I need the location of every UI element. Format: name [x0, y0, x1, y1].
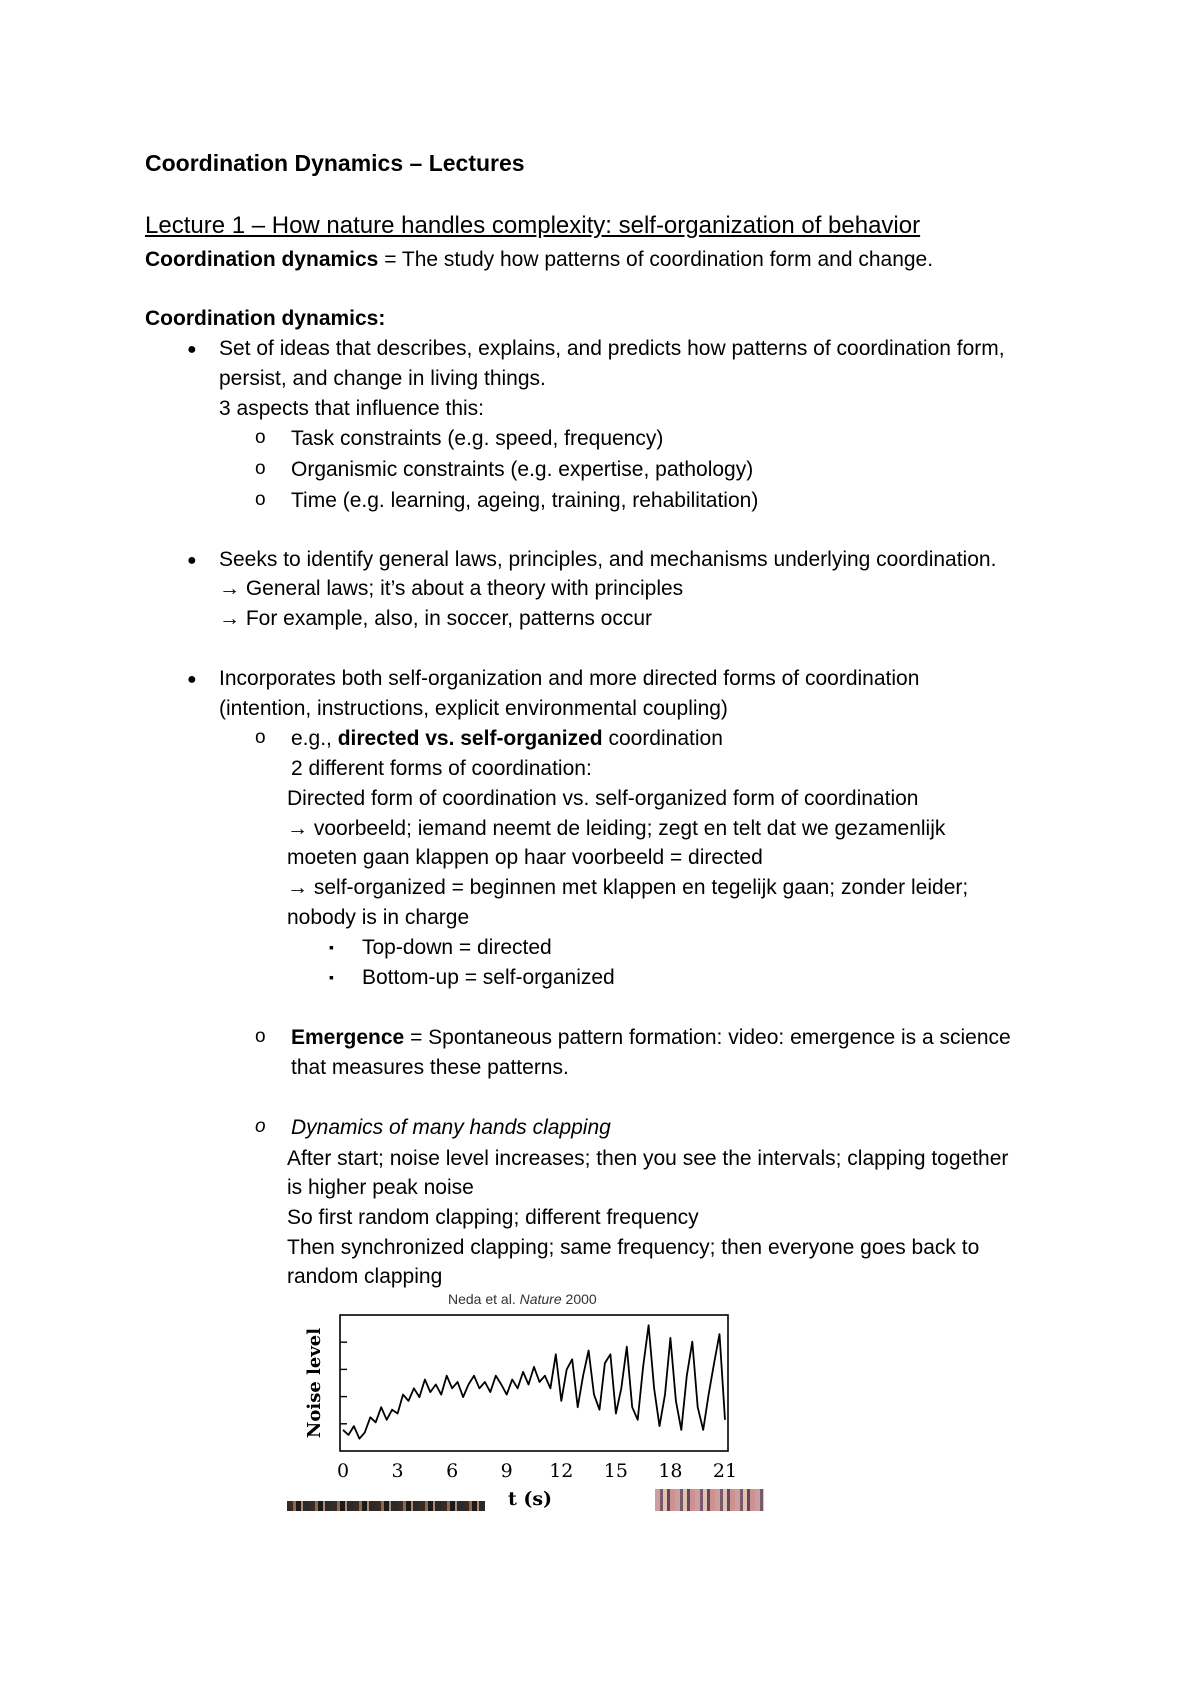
circle-bullet-icon: o [255, 1026, 266, 1047]
sub1-square-item: Bottom-up = self-organized [362, 966, 615, 989]
circle-bullet-icon: o [255, 727, 266, 748]
sub1-line3: Directed form of coordination vs. self-organized form of coordination [287, 787, 919, 810]
definition-term: Coordination dynamics [145, 248, 379, 271]
document-title: Coordination Dynamics – Lectures [145, 150, 525, 176]
bullet2-arrow2 [219, 608, 652, 629]
circle-bullet-icon: o [255, 1116, 266, 1137]
x-tick-labels [337, 1460, 737, 1482]
definition-text: = The study how patterns of coordination form and change. [378, 248, 934, 271]
square-bullet-icon: ▪ [329, 969, 334, 985]
sub3-line: random clapping [287, 1265, 443, 1288]
x-tick-label: 15 [603, 1460, 628, 1482]
sub1-line2: 2 different forms of coordination: [291, 757, 592, 780]
chart-title-text: Neda et al. [448, 1291, 520, 1307]
circle-bullet-icon: o [255, 458, 266, 479]
sub3-line: is higher peak noise [287, 1176, 474, 1199]
sub1-arrow1a [287, 818, 945, 839]
bullet3-line1: Incorporates both self-organization and more directed forms of coordination [219, 667, 920, 690]
x-tick-label: 6 [446, 1460, 459, 1482]
sub1-suffix: coordination [602, 727, 723, 750]
y-ticks [340, 1342, 347, 1424]
bullet1-line1: Set of ideas that describes, explains, and predicts how patterns of coordination form, [219, 337, 1005, 360]
sub3-line: Then synchronized clapping; same frequency; then everyone goes back to [287, 1236, 980, 1259]
bullet2-line1: Seeks to identify general laws, principles, and mechanisms underlying coordination. [219, 548, 997, 571]
sub3-line: After start; noise level increases; then you see the intervals; clapping together [287, 1147, 1009, 1170]
sub2-line1 [291, 1027, 1011, 1048]
sub1-prefix: e.g., [291, 727, 338, 750]
bullet2-arrow1 [219, 578, 683, 599]
sub3-title: Dynamics of many hands clapping [291, 1116, 611, 1139]
sub1-arrow1a-text: voorbeeld; iemand neemt de leiding; zegt en telt dat we gezamenlijk [313, 817, 946, 840]
bullet-icon: ● [187, 552, 197, 569]
sub1-bold: directed vs. self-organized [337, 727, 603, 750]
circle-bullet-icon: o [255, 427, 266, 448]
bullet1-line3: 3 aspects that influence this: [219, 397, 484, 420]
bullet-icon: ● [187, 341, 197, 358]
chart-title-year: 2000 [561, 1291, 597, 1307]
sub1-arrow2b: nobody is in charge [287, 906, 470, 929]
sub1-line1 [291, 728, 723, 749]
bullet2-arrow1-text: General laws; it’s about a theory with principles [245, 577, 684, 600]
x-tick-label: 0 [336, 1460, 350, 1482]
audience-photo-strip-right [655, 1489, 764, 1511]
sub1-square-item: Top-down = directed [362, 936, 552, 959]
sub1-arrow1b: moeten gaan klappen op haar voorbeeld = directed [287, 846, 763, 869]
x-tick-label: 21 [712, 1460, 738, 1482]
bullet1-line2: persist, and change in living things. [219, 367, 546, 390]
noise-level-chart [290, 1305, 770, 1515]
bullet1-sub-item: Task constraints (e.g. speed, frequency) [291, 427, 664, 450]
arrow-right-icon: → [287, 876, 308, 899]
bullet-icon: ● [187, 671, 197, 688]
bullet2-arrow2-text: For example, also, in soccer, patterns occur [245, 607, 653, 630]
sub3-line: So first random clapping; different frequency [287, 1206, 699, 1229]
arrow-right-icon: → [287, 817, 308, 840]
circle-bullet-icon: o [255, 489, 266, 510]
arrow-right-icon: → [219, 607, 240, 630]
sub2-text: = Spontaneous pattern formation: video: emergence is a science [404, 1026, 1011, 1049]
x-tick-label: 9 [500, 1460, 513, 1482]
chart-title [448, 1292, 597, 1306]
sub2-bold: Emergence [291, 1026, 405, 1049]
square-bullet-icon: ▪ [329, 939, 334, 955]
chart-title-italic: Nature [519, 1291, 562, 1307]
sub1-arrow2a [287, 877, 968, 898]
bullet1-sub-item: Time (e.g. learning, ageing, training, rehabilitation) [291, 489, 759, 512]
section-heading: Coordination dynamics: [145, 307, 386, 330]
y-axis-label: Noise level [304, 1327, 325, 1439]
noise-level-line [343, 1325, 725, 1438]
lecture-heading: Lecture 1 – How nature handles complexity: self-organization of behavior [145, 212, 921, 239]
x-tick-label: 12 [549, 1460, 574, 1482]
sub1-arrow2a-text: self-organized = beginnen met klappen en tegelijk gaan; zonder leider; [313, 876, 969, 899]
x-tick-label: 18 [658, 1460, 683, 1482]
chart-frame [340, 1315, 728, 1451]
audience-photo-strip-left [287, 1501, 485, 1511]
arrow-right-icon: → [219, 577, 240, 600]
bullet1-sub-item: Organismic constraints (e.g. expertise, pathology) [291, 458, 754, 481]
sub2-line2: that measures these patterns. [291, 1056, 569, 1079]
x-tick-label: 3 [391, 1460, 404, 1482]
x-axis-label: t (s) [507, 1488, 553, 1510]
definition-line [145, 249, 933, 270]
bullet3-line2: (intention, instructions, explicit environmental coupling) [219, 697, 728, 720]
